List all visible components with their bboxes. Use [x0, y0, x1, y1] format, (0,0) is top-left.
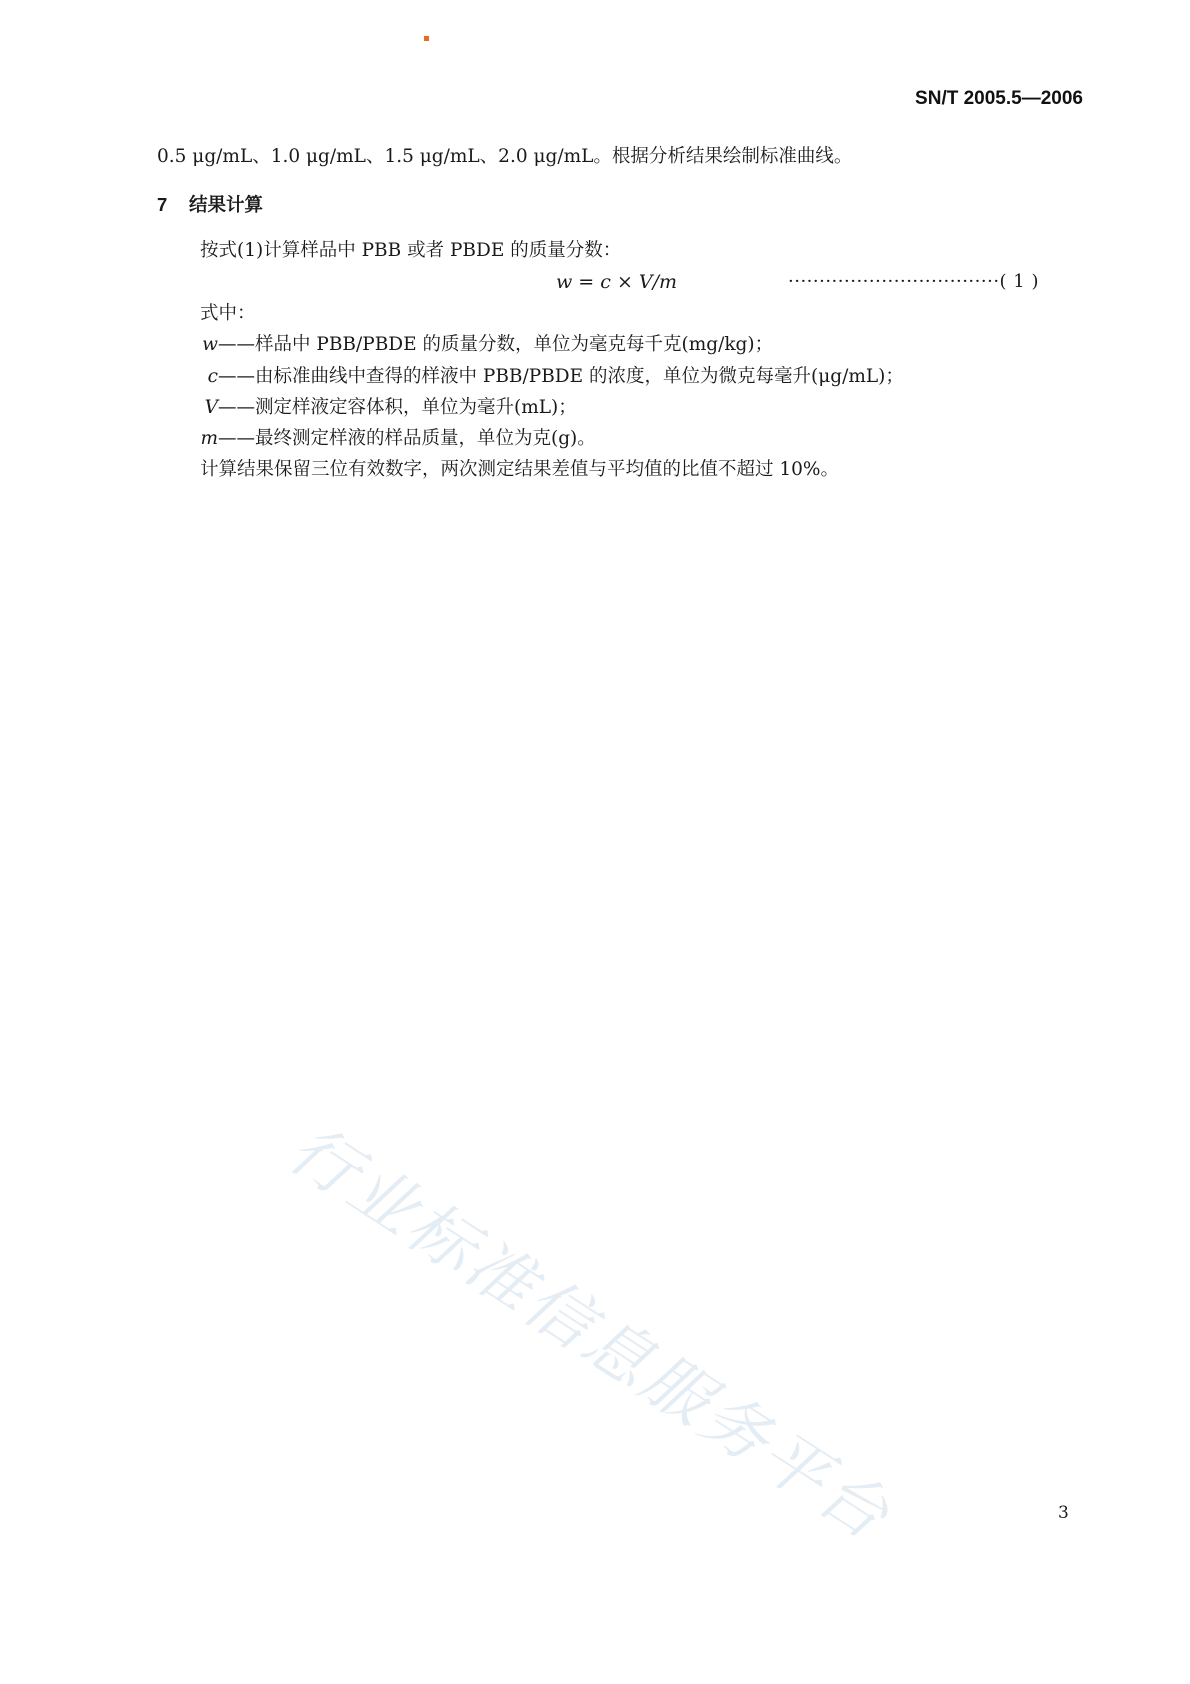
formula-expression: w = c × V/m: [556, 271, 678, 293]
definition-text: 由标准曲线中查得的样液中 PBB/PBDE 的浓度，单位为微克每毫升(μg/mL)；: [255, 366, 904, 387]
definition-dash: ——: [218, 334, 255, 355]
definition-item: [200, 333, 773, 357]
section-title: 结果计算: [189, 194, 264, 215]
continuation-paragraph: 0.5 μg/mL、1.0 μg/mL、1.5 μg/mL、2.0 μg/mL。根据分析结果绘制标准曲线。: [157, 146, 853, 167]
watermark-text: 行业标准信息服务平台: [275, 1110, 905, 1557]
definition-item: [200, 365, 904, 389]
formula-number: [788, 271, 1039, 292]
standard-code-header: SN/T 2005.5—2006: [915, 88, 1083, 109]
formula-label: ( 1 ): [999, 271, 1039, 292]
orange-marker-dot: [424, 36, 429, 41]
definition-text: 测定样液定容体积，单位为毫升(mL)；: [255, 397, 577, 418]
definition-dash: ——: [218, 397, 255, 418]
definition-symbol: c: [207, 366, 218, 387]
definition-text: 最终测定样液的样品质量，单位为克(g)。: [255, 428, 596, 449]
page-number: 3: [1058, 1503, 1069, 1523]
definition-dash: ——: [218, 366, 255, 387]
definition-symbol: V: [204, 397, 218, 418]
where-label: 式中：: [200, 303, 256, 324]
definition-dash: ——: [218, 428, 255, 449]
formula-leader-dots: ··································: [788, 271, 1000, 292]
result-note: 计算结果保留三位有效数字，两次测定结果差值与平均值的比值不超过 10%。: [200, 459, 840, 480]
definition-symbol: w: [202, 334, 218, 355]
section-number: 7: [157, 194, 168, 215]
definition-symbol: m: [200, 428, 218, 449]
definition-text: 样品中 PBB/PBDE 的质量分数，单位为毫克每千克(mg/kg)；: [255, 334, 774, 355]
definition-item: [200, 427, 596, 451]
section-heading: [157, 191, 263, 217]
definition-item: [200, 396, 577, 420]
formula-intro: 按式(1)计算样品中 PBB 或者 PBDE 的质量分数：: [200, 240, 622, 261]
